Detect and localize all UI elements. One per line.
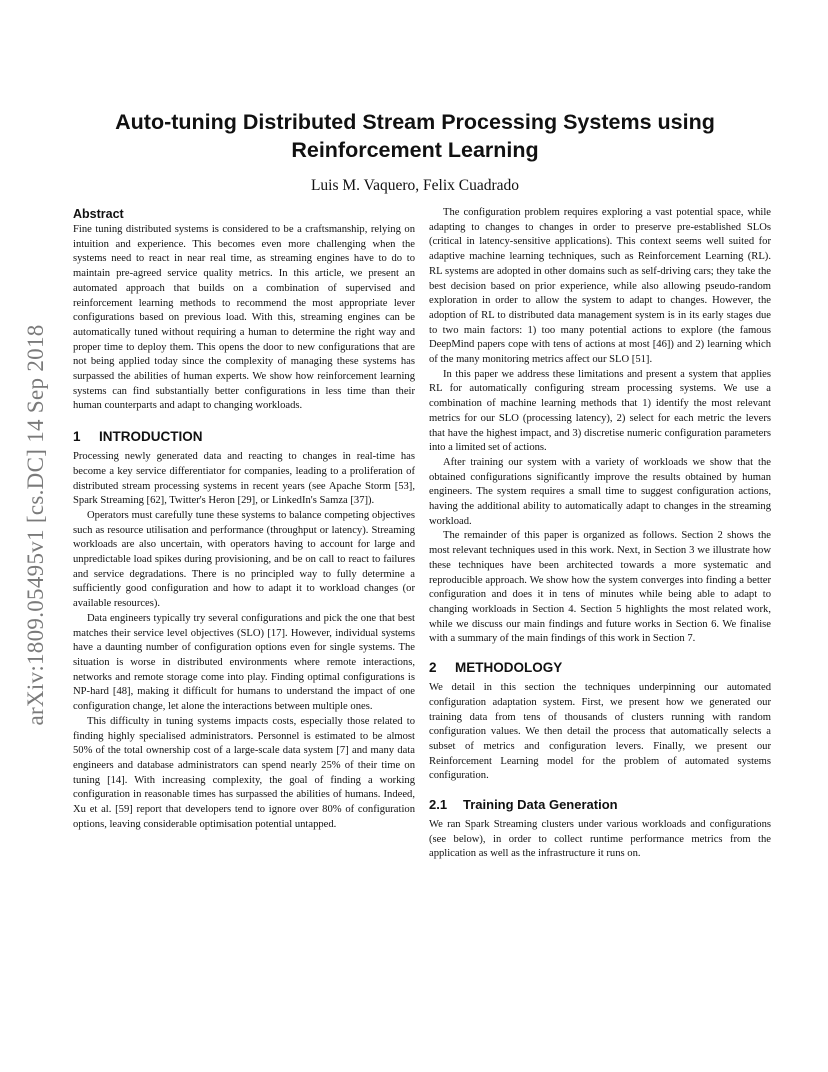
intro-paragraph: In this paper we address these limitations and present a system that applies RL for automatically configuring stream processing systems. We use a combination of machine learning methods that 1) identify the most relevant metrics for our SLO (processing latency), 2) select for each metric the levers that have the highest impact, and 3) discretise numeric configuration parameters into a limited set of actions. (429, 368, 771, 454)
intro-paragraph: Data engineers typically try several configurations and pick the one that best matches their service level objectives (SLO) [17]. However, individual systems have a daunting number of configuration options even for single systems. The situation is worse in distributed environments where remote interactions, networks and remote storage come into play. Finding optimal configurations is NP-hard [48], making it difficult for humans to understand the impact of one configuration change, let alone the interactions between multiple ones. (73, 612, 415, 713)
abstract-text: Fine tuning distributed systems is considered to be a craftsmanship, relying on intuition and experience. This becomes even more challenging when the systems need to react in near real time, as streaming engines have to do to maintain pre-agreed service quality metrics. In this article, we present an automated approach that builds on a combination of supervised and reinforcement learning methods to recommend the most appropriate lever configurations based on previous load. With this, streaming engines can be automatically tuned without requiring a human to determine the right way and proper time to deploy them. This opens the door to new configurations that are not being applied today since the complexity of managing these systems has surpassed the abilities of human experts. We show how reinforcement learning systems can find substantially better configurations in less time than their human counterparts and adapt to changing workloads. (73, 224, 415, 412)
section-title: METHODOLOGY (455, 660, 563, 676)
title-line-1: Auto-tuning Distributed Stream Processing Systems using (115, 110, 715, 134)
subsection-title: Training Data Generation (463, 797, 618, 813)
paper-title (90, 108, 740, 164)
abstract-heading: Abstract (73, 207, 124, 221)
title-line-2: Reinforcement Learning (291, 138, 539, 162)
intro-paragraph: The configuration problem requires exploring a vast potential space, while adapting to changes to changes in order to preserve pre-established SLOs (critical in latency-sensitive applications). This context seems well suited for adaptive machine learning techniques, such as Reinforcement Learning (RL). RL systems are adopted in other domains such as self-driving cars; they take the best decision based on prior experience, while also allowing pseudo-random exploration in order to allow the system to adapt to changes. However, the adoption of RL to distributed data management system is in its early stages due to two main factors: 1) too many potential actions to explore (the famous DeepMind papers cope with tens of actions at most [46]) and 2) learning which of the many monitoring metrics affect our SLO [51]. (429, 207, 771, 366)
methodology-paragraph: We detail in this section the techniques underpinning our automated configuration adaptation system. First, we present how we generated our training data from tens of thousands of clusters running with random configuration values. We then detail the process that automatically selects a subset of metrics and configuration levers. Finally, we present our Reinforcement Learning model for the problem of automated systems configuration. (429, 682, 771, 782)
section-number: 1 (73, 429, 81, 445)
arxiv-stamp (22, 285, 50, 765)
intro-paragraph: The remainder of this paper is organized as follows. Section 2 shows the most relevant techniques used in this work. Next, in Section 3 we illustrate how these techniques have been architected towards a more systematic and reproducible approach. We show how the system converges into finding a better configuration and does it in tens of minutes while being able to adapt to changing workloads in Section 4. Section 5 highlights the most related work, while we discuss our main findings and future works in Section 6. We finalise with a summary of the main findings of this work in Section 7. (429, 530, 771, 645)
subsection-heading-training-data (429, 796, 771, 814)
left-column (73, 206, 415, 832)
training-paragraph: We ran Spark Streaming clusters under various workloads and configurations (see below), in order to collect runtime performance metrics from the application as well as the infrastructure it runs on. (429, 819, 771, 860)
intro-paragraph: After training our system with a variety of workloads we show that the obtained configurations significantly improve the results obtained by human engineers. The system requires a small time to suggest configuration actions, having the additional ability to automatically adapt to changes in the streaming workload. (429, 456, 771, 527)
author-list: Luis M. Vaquero, Felix Cuadrado (310, 177, 520, 194)
arxiv-identifier: arXiv:1809.05495v1 [cs.DC] 14 Sep 2018 (23, 324, 48, 726)
intro-paragraph: Processing newly generated data and reacting to changes in real-time has become a key service differentiator for companies, leading to a proliferation of distributed stream processing systems in recent years (see Apache Storm [53], Spark Streaming [62], Twitter's Heron [29], or LinkedIn's Samza [37]). (73, 451, 415, 507)
intro-paragraph: This difficulty in tuning systems impacts costs, especially those related to finding highly specialised administrators. Personnel is estimated to be almost 50% of the total ownership cost of a large-scale data system [7] and many data engineers and database administrators can spend nearly 25% of their time on tuning [14]. With increasing complexity, the goal of finding a working configuration in reasonable times has surpassed the abilities of humans. Indeed, Xu et al. [59] report that developers tend to ignore over 80% of configuration options, leaving considerable optimisation potential untapped. (73, 715, 415, 830)
subsection-number: 2.1 (429, 797, 448, 813)
section-heading-methodology (429, 659, 771, 677)
section-title: INTRODUCTION (99, 429, 203, 445)
right-column (429, 206, 771, 862)
section-number: 2 (429, 660, 437, 676)
intro-paragraph: Operators must carefully tune these systems to balance competing objectives such as resource utilisation and performance (throughput or latency). Streaming workloads are also uncertain, with operators having to account for large and unpredictable load spikes during provisioning, and be on call to react to failures and service degradations. There is no principled way to fully determine a sufficiently good configuration and how to adapt it to workload changes (or available resources). (73, 509, 415, 610)
section-heading-introduction (73, 428, 415, 446)
